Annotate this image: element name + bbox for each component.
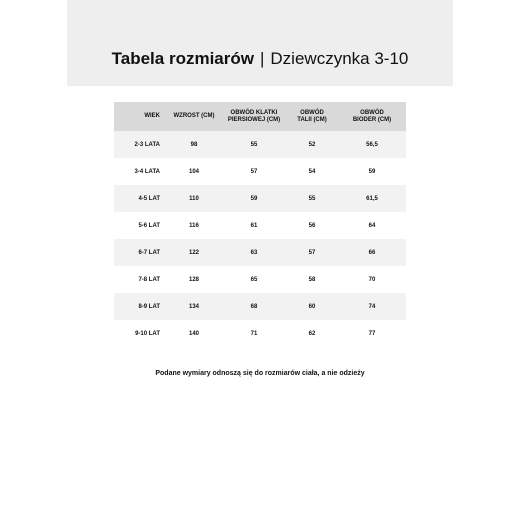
table-row (114, 158, 406, 185)
cell-waist: 62 (286, 320, 338, 347)
page-title (112, 49, 409, 69)
cell-height: 128 (166, 266, 222, 293)
cell-chest: 59 (222, 185, 286, 212)
cell-waist: 60 (286, 293, 338, 320)
cell-hips: 56,5 (338, 131, 406, 158)
cell-waist: 55 (286, 185, 338, 212)
cell-waist: 54 (286, 158, 338, 185)
cell-age: 8-9 LAT (114, 293, 166, 320)
title-separator: | (259, 49, 265, 68)
cell-height: 134 (166, 293, 222, 320)
table-row (114, 239, 406, 266)
cell-chest: 65 (222, 266, 286, 293)
cell-chest: 57 (222, 158, 286, 185)
table-row (114, 212, 406, 239)
cell-chest: 71 (222, 320, 286, 347)
cell-chest: 61 (222, 212, 286, 239)
table-row (114, 131, 406, 158)
header-band (67, 0, 453, 86)
title-main: Tabela rozmiarów (111, 49, 254, 68)
table-row (114, 293, 406, 320)
cell-hips: 61,5 (338, 185, 406, 212)
cell-hips: 66 (338, 239, 406, 266)
cell-height: 98 (166, 131, 222, 158)
table-row (114, 185, 406, 212)
cell-waist: 57 (286, 239, 338, 266)
cell-hips: 74 (338, 293, 406, 320)
cell-height: 140 (166, 320, 222, 347)
header-height: WZROST (CM) (166, 102, 222, 131)
size-table (114, 102, 406, 347)
table-header-row (114, 102, 406, 131)
cell-hips: 59 (338, 158, 406, 185)
cell-chest: 55 (222, 131, 286, 158)
cell-hips: 77 (338, 320, 406, 347)
table-row (114, 266, 406, 293)
cell-age: 9-10 LAT (114, 320, 166, 347)
cell-hips: 64 (338, 212, 406, 239)
cell-height: 122 (166, 239, 222, 266)
header-waist: OBWÓD TALII (CM) (286, 102, 338, 131)
cell-height: 104 (166, 158, 222, 185)
cell-height: 116 (166, 212, 222, 239)
cell-chest: 68 (222, 293, 286, 320)
cell-height: 110 (166, 185, 222, 212)
cell-age: 5-6 LAT (114, 212, 166, 239)
cell-waist: 52 (286, 131, 338, 158)
title-subtitle: Dziewczynka 3-10 (270, 49, 409, 68)
cell-age: 2-3 LATA (114, 131, 166, 158)
cell-waist: 58 (286, 266, 338, 293)
cell-age: 3-4 LATA (114, 158, 166, 185)
cell-waist: 56 (286, 212, 338, 239)
header-chest: OBWÓD KLATKI PIERSIOWEJ (CM) (222, 102, 286, 131)
footnote: Podane wymiary odnoszą się do rozmiarów ciała, a nie odzieży (155, 370, 365, 377)
cell-chest: 63 (222, 239, 286, 266)
cell-age: 7-8 LAT (114, 266, 166, 293)
cell-hips: 70 (338, 266, 406, 293)
table-row (114, 320, 406, 347)
header-age: WIEK (114, 102, 166, 131)
cell-age: 6-7 LAT (114, 239, 166, 266)
header-hips: OBWÓD BIODER (CM) (338, 102, 406, 131)
cell-age: 4-5 LAT (114, 185, 166, 212)
